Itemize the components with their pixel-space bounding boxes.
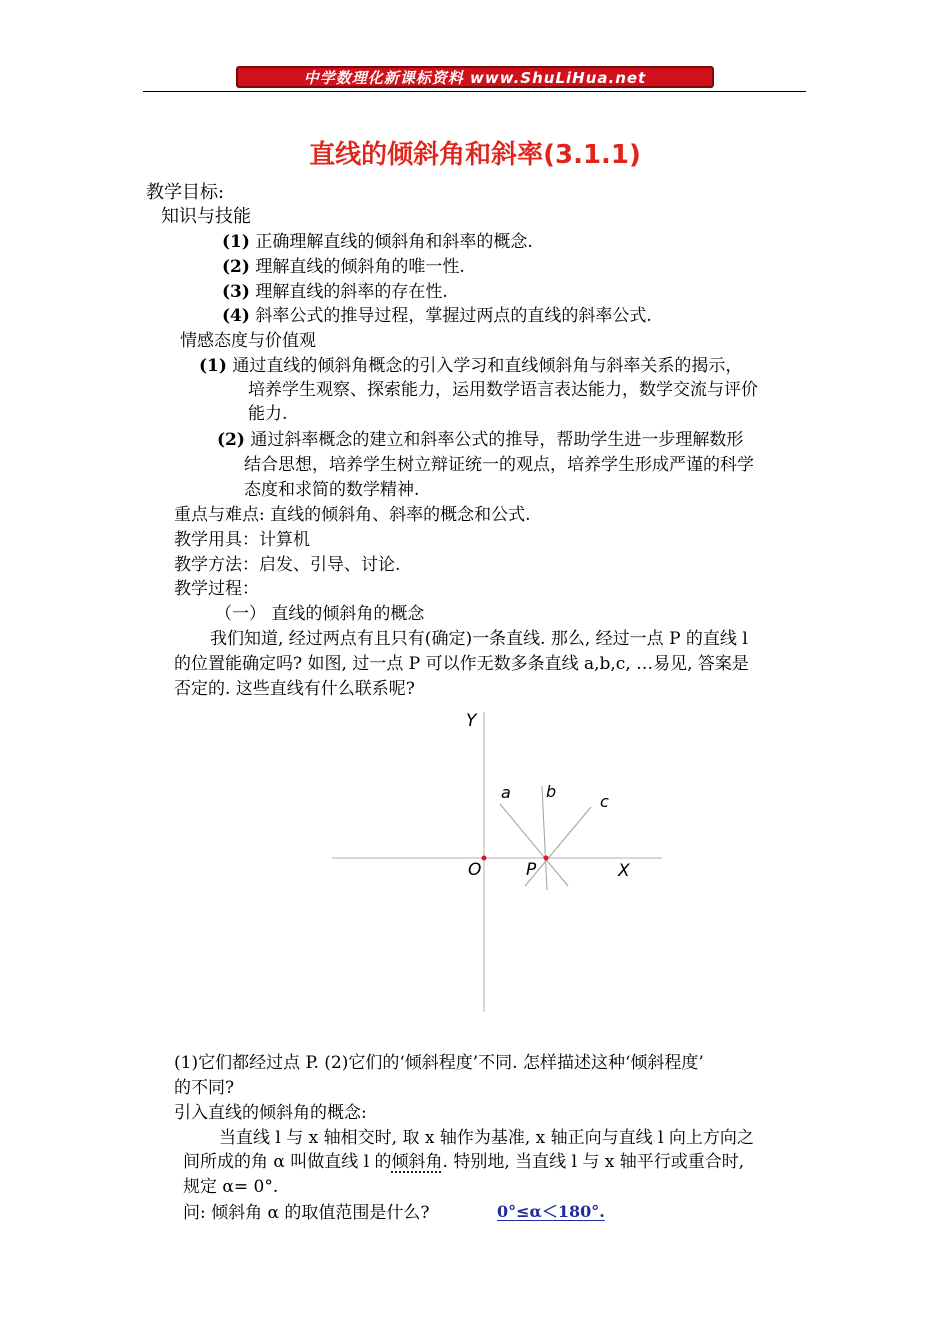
definition-text: . 特别地, 当直线 l 与 x 轴平行或重合时, (442, 1152, 745, 1172)
origin-label: O (468, 860, 482, 880)
point-p (544, 856, 549, 861)
question-line: 问: 倾斜角 α 的取值范围是什么? (183, 1203, 430, 1223)
item-number: (2) (222, 257, 250, 277)
paragraph-line: (1)它们都经过点 P. (2)它们的‘倾斜程度’不同. 怎样描述这种‘倾斜程度’ (174, 1053, 704, 1073)
line-b-label: b (546, 782, 557, 801)
header-rule (143, 91, 806, 92)
answer-text: 0°≤α＜180°. (497, 1202, 605, 1221)
item-text: 斜率公式的推导过程，掌握过两点的直线的斜率公式. (255, 306, 652, 326)
header-banner: 中学数理化新课标资料 www.ShuLiHua.net (236, 66, 714, 88)
teaching-tools: 教学用具：计算机 (174, 530, 310, 550)
item-number: (3) (222, 282, 250, 302)
definition-line: 规定 α= 0°. (183, 1177, 279, 1197)
line-a-label: a (501, 783, 511, 802)
goals-heading: 教学目标: (146, 182, 225, 203)
teaching-process: 教学过程： (174, 579, 259, 599)
key-points: 重点与难点: 直线的倾斜角、斜率的概念和公式. (174, 505, 531, 525)
paragraph-line: 的位置能确定吗? 如图, 过一点 P 可以作无数多条直线 a,b,c, …易见, 答案是 (174, 654, 749, 674)
item-text: 通过直线的倾斜角概念的引入学习和直线倾斜角与斜率关系的揭示， (232, 356, 743, 376)
paragraph-line: 我们知道, 经过两点有且只有(确定)一条直线. 那么, 经过一点 P 的直线 l (210, 629, 748, 649)
definition-line (183, 1147, 744, 1172)
y-axis-label: Y (466, 711, 477, 731)
emotion-item-1-line3: 能力. (248, 404, 288, 424)
knowledge-item (222, 227, 533, 252)
item-text: 理解直线的斜率的存在性. (255, 282, 448, 302)
item-number: (2) (217, 430, 245, 450)
knowledge-item (222, 252, 465, 277)
item-text: 通过斜率概念的建立和斜率公式的推导，帮助学生进一步理解数形 (250, 430, 744, 450)
item-number: (1) (222, 232, 250, 252)
line-c-label: c (600, 792, 609, 811)
paragraph-line: 的不同? (174, 1078, 235, 1098)
emotion-item-1-line1 (199, 351, 742, 376)
knowledge-item (222, 277, 448, 302)
coordinate-figure (300, 700, 700, 1030)
item-text: 理解直线的倾斜角的唯一性. (255, 257, 465, 277)
paragraph-line: 否定的. 这些直线有什么联系呢? (174, 679, 415, 699)
line-b (542, 786, 547, 890)
teaching-methods: 教学方法：启发、引导、讨论. (174, 555, 401, 575)
knowledge-item (222, 301, 652, 326)
defined-term: 倾斜角 (391, 1152, 443, 1172)
section-heading: （一） 直线的倾斜角的概念 (215, 604, 425, 624)
emotion-item-2-line1 (217, 425, 743, 450)
knowledge-heading: 知识与技能 (161, 206, 251, 227)
emotion-item-2-line3: 态度和求简的数学精神. (244, 480, 420, 500)
definition-text: 间所成的角 α 叫做直线 l 的 (183, 1152, 392, 1172)
item-number: (1) (199, 356, 227, 376)
point-p-label: P (526, 860, 537, 880)
item-number: (4) (222, 306, 250, 326)
emotion-item-2-line2: 结合思想，培养学生树立辩证统一的观点，培养学生形成严谨的科学 (244, 455, 754, 475)
intro-line: 引入直线的倾斜角的概念: (174, 1103, 367, 1123)
origin-point (482, 856, 487, 861)
definition-line: 当直线 l 与 x 轴相交时, 取 x 轴作为基准, x 轴正向与直线 l 向上方向之 (219, 1128, 754, 1148)
x-axis-label: X (618, 861, 630, 881)
page-title: 直线的倾斜角和斜率(3.1.1) (309, 140, 641, 170)
emotion-heading: 情感态度与价值观 (180, 331, 316, 351)
item-text: 正确理解直线的倾斜角和斜率的概念. (255, 232, 533, 252)
emotion-item-1-line2: 培养学生观察、探索能力，运用数学语言表达能力，数学交流与评价 (248, 380, 758, 400)
